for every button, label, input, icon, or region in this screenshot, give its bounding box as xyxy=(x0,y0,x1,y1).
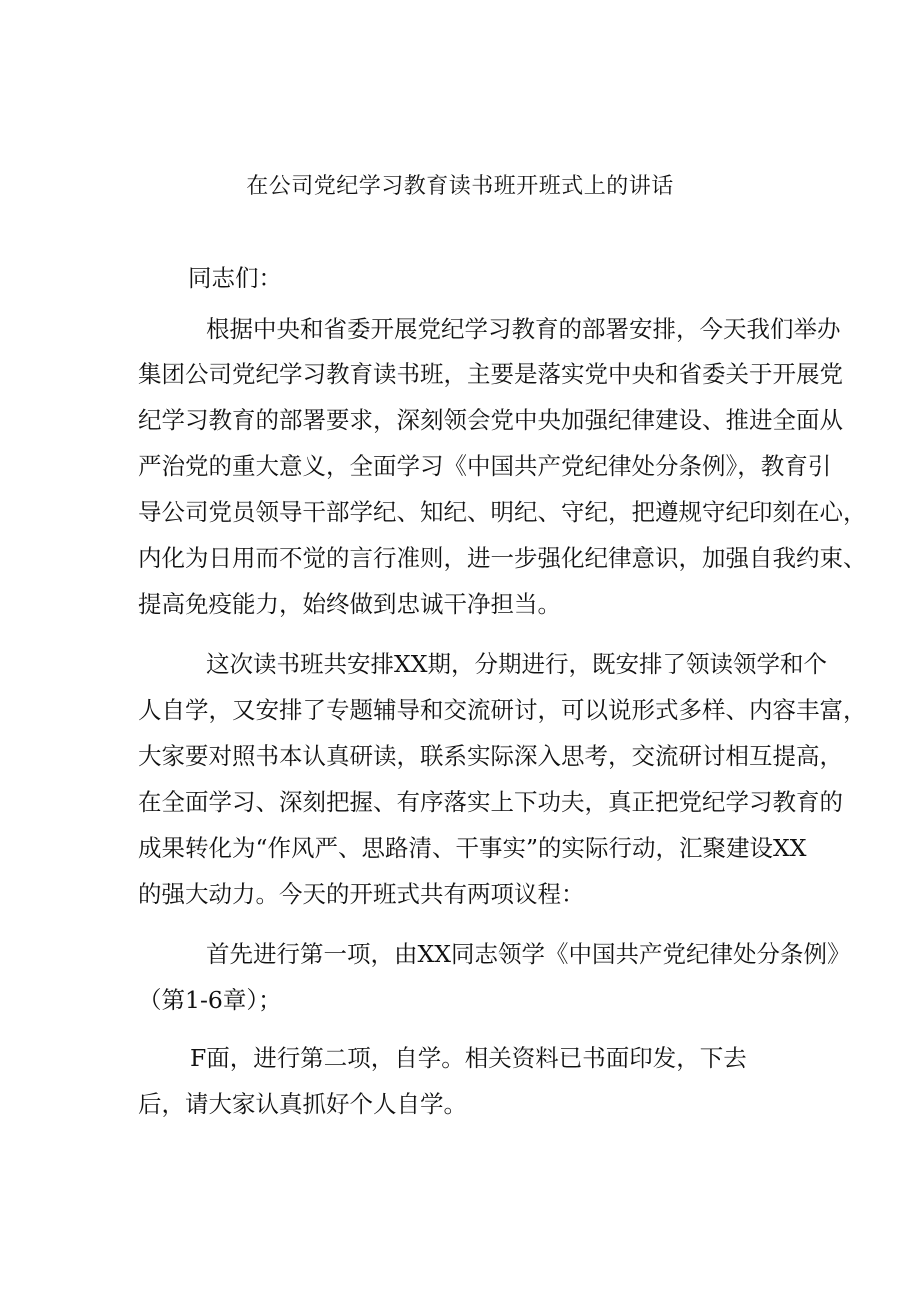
paragraph-1-line-3: 纪学习教育的部署要求，深刻领会党中央加强纪律建设、推进全面从 xyxy=(138,406,843,434)
paragraph-2-line-4: 在全面学习、深刻把握、有序落实上下功夫，真正把党纪学习教育的 xyxy=(138,788,843,816)
paragraph-1-line-7: 提高免疫能力，始终做到忠诚干净担当。 xyxy=(138,590,561,618)
paragraph-4-line-2: 后，请大家认真抓好个人自学。 xyxy=(138,1090,467,1118)
paragraph-2-line-5: 成果转化为“作风严、思路清、干事实”的实际行动，汇聚建设XX xyxy=(138,834,807,862)
paragraph-2-line-3: 大家要对照书本认真研读，联系实际深入思考，交流研讨相互提高， xyxy=(138,742,843,770)
paragraph-2-line-6: 的强大动力。今天的开班式共有两项议程： xyxy=(138,880,585,908)
paragraph-1-line-1: 根据中央和省委开展党纪学习教育的部署安排，今天我们举办 xyxy=(206,315,841,343)
paragraph-3-line-2: （第1-6章）； xyxy=(138,986,282,1014)
paragraph-2-line-2: 人自学，又安排了专题辅导和交流研讨，可以说形式多样、内容丰富， xyxy=(138,696,867,724)
paragraph-1-line-5: 导公司党员领导干部学纪、知纪、明纪、守纪，把遵规守纪印刻在心， xyxy=(138,498,867,526)
paragraph-4-line-1: F面，进行第二项，自学。相关资料已书面印发，下去 xyxy=(190,1044,747,1072)
paragraph-1-line-4: 严治党的重大意义，全面学习《中国共产党纪律处分条例》，教育引 xyxy=(138,452,832,480)
salutation: 同志们： xyxy=(188,264,282,292)
paragraph-1-line-2: 集团公司党纪学习教育读书班，主要是落实党中央和省委关于开展党 xyxy=(138,360,843,388)
paragraph-3-line-1: 首先进行第一项，由XX同志领学《中国共产党纪律处分条例》 xyxy=(206,940,851,968)
paragraph-2-line-1: 这次读书班共安排XX期，分期进行，既安排了领读领学和个 xyxy=(206,650,827,678)
paragraph-1-line-6: 内化为日用而不觉的言行准则，进一步强化纪律意识，加强自我约束、 xyxy=(138,544,867,572)
document-title: 在公司党纪学习教育读书班开班式上的讲话 xyxy=(246,174,674,199)
